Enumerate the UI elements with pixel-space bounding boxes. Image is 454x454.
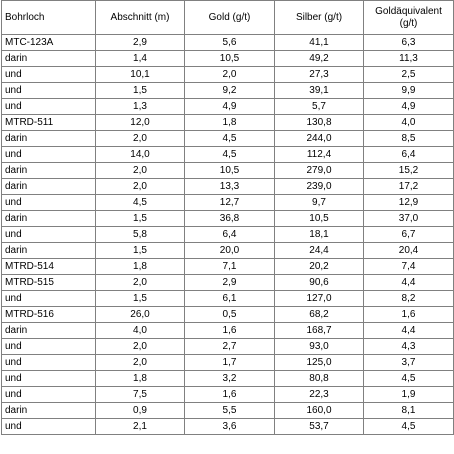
cell-gold-equivalent: 4,5 bbox=[364, 371, 454, 387]
table-row bbox=[2, 83, 454, 99]
cell-gold-equivalent: 8,5 bbox=[364, 131, 454, 147]
cell-gold: 4,5 bbox=[185, 131, 275, 147]
cell-silver: 125,0 bbox=[275, 355, 364, 371]
cell-silver: 244,0 bbox=[275, 131, 364, 147]
cell-drillhole: darin bbox=[2, 243, 96, 259]
table-row bbox=[2, 51, 454, 67]
table-row bbox=[2, 211, 454, 227]
cell-interval: 2,0 bbox=[96, 163, 185, 179]
cell-drillhole: und bbox=[2, 291, 96, 307]
cell-interval: 2,1 bbox=[96, 419, 185, 435]
cell-interval: 0,9 bbox=[96, 403, 185, 419]
cell-gold: 0,5 bbox=[185, 307, 275, 323]
cell-silver: 93,0 bbox=[275, 339, 364, 355]
cell-gold: 6,4 bbox=[185, 227, 275, 243]
cell-interval: 1,5 bbox=[96, 211, 185, 227]
cell-silver: 168,7 bbox=[275, 323, 364, 339]
cell-gold: 10,5 bbox=[185, 163, 275, 179]
table-row bbox=[2, 291, 454, 307]
cell-gold: 36,8 bbox=[185, 211, 275, 227]
table-row bbox=[2, 403, 454, 419]
cell-gold-equivalent: 8,2 bbox=[364, 291, 454, 307]
table-body bbox=[2, 35, 454, 435]
cell-drillhole: und bbox=[2, 83, 96, 99]
table-row bbox=[2, 259, 454, 275]
cell-silver: 22,3 bbox=[275, 387, 364, 403]
cell-silver: 18,1 bbox=[275, 227, 364, 243]
cell-gold: 4,5 bbox=[185, 147, 275, 163]
cell-gold: 13,3 bbox=[185, 179, 275, 195]
table-row bbox=[2, 67, 454, 83]
cell-interval: 2,0 bbox=[96, 275, 185, 291]
table-row bbox=[2, 35, 454, 51]
table-row bbox=[2, 371, 454, 387]
cell-gold-equivalent: 6,4 bbox=[364, 147, 454, 163]
cell-silver: 160,0 bbox=[275, 403, 364, 419]
cell-drillhole: darin bbox=[2, 179, 96, 195]
table-row bbox=[2, 227, 454, 243]
cell-interval: 26,0 bbox=[96, 307, 185, 323]
cell-interval: 1,8 bbox=[96, 259, 185, 275]
cell-interval: 2,0 bbox=[96, 179, 185, 195]
table-row bbox=[2, 131, 454, 147]
cell-interval: 2,0 bbox=[96, 131, 185, 147]
cell-interval: 2,0 bbox=[96, 355, 185, 371]
table-row bbox=[2, 339, 454, 355]
cell-drillhole: darin bbox=[2, 403, 96, 419]
cell-silver: 10,5 bbox=[275, 211, 364, 227]
cell-gold-equivalent: 37,0 bbox=[364, 211, 454, 227]
cell-drillhole: MTRD-511 bbox=[2, 115, 96, 131]
cell-gold-equivalent: 4,4 bbox=[364, 275, 454, 291]
cell-interval: 4,0 bbox=[96, 323, 185, 339]
column-header-gold: Gold (g/t) bbox=[185, 1, 275, 35]
column-header-silver: Silber (g/t) bbox=[275, 1, 364, 35]
cell-interval: 2,0 bbox=[96, 339, 185, 355]
cell-gold: 2,0 bbox=[185, 67, 275, 83]
cell-interval: 1,8 bbox=[96, 371, 185, 387]
cell-gold: 1,6 bbox=[185, 387, 275, 403]
cell-gold: 3,2 bbox=[185, 371, 275, 387]
cell-silver: 27,3 bbox=[275, 67, 364, 83]
cell-gold: 2,9 bbox=[185, 275, 275, 291]
cell-drillhole: und bbox=[2, 419, 96, 435]
cell-drillhole: und bbox=[2, 99, 96, 115]
cell-drillhole: und bbox=[2, 355, 96, 371]
cell-gold: 3,6 bbox=[185, 419, 275, 435]
cell-drillhole: und bbox=[2, 195, 96, 211]
cell-silver: 20,2 bbox=[275, 259, 364, 275]
cell-gold: 12,7 bbox=[185, 195, 275, 211]
cell-gold-equivalent: 17,2 bbox=[364, 179, 454, 195]
cell-gold-equivalent: 3,7 bbox=[364, 355, 454, 371]
cell-gold: 1,8 bbox=[185, 115, 275, 131]
drill-results-table bbox=[1, 0, 454, 435]
cell-silver: 68,2 bbox=[275, 307, 364, 323]
cell-drillhole: darin bbox=[2, 163, 96, 179]
table-row bbox=[2, 243, 454, 259]
cell-gold-equivalent: 4,5 bbox=[364, 419, 454, 435]
cell-gold: 1,6 bbox=[185, 323, 275, 339]
cell-silver: 90,6 bbox=[275, 275, 364, 291]
cell-drillhole: und bbox=[2, 387, 96, 403]
cell-drillhole: darin bbox=[2, 51, 96, 67]
cell-gold-equivalent: 20,4 bbox=[364, 243, 454, 259]
cell-interval: 1,5 bbox=[96, 291, 185, 307]
table-row bbox=[2, 163, 454, 179]
cell-gold-equivalent: 7,4 bbox=[364, 259, 454, 275]
cell-gold-equivalent: 15,2 bbox=[364, 163, 454, 179]
column-header-interval: Abschnitt (m) bbox=[96, 1, 185, 35]
cell-gold-equivalent: 8,1 bbox=[364, 403, 454, 419]
cell-silver: 130,8 bbox=[275, 115, 364, 131]
cell-gold-equivalent: 4,9 bbox=[364, 99, 454, 115]
cell-gold-equivalent: 1,6 bbox=[364, 307, 454, 323]
cell-gold-equivalent: 4,4 bbox=[364, 323, 454, 339]
table-header bbox=[2, 1, 454, 35]
cell-interval: 7,5 bbox=[96, 387, 185, 403]
cell-interval: 10,1 bbox=[96, 67, 185, 83]
cell-interval: 14,0 bbox=[96, 147, 185, 163]
cell-gold: 5,5 bbox=[185, 403, 275, 419]
cell-drillhole: darin bbox=[2, 323, 96, 339]
cell-gold-equivalent: 9,9 bbox=[364, 83, 454, 99]
table-row bbox=[2, 195, 454, 211]
cell-interval: 5,8 bbox=[96, 227, 185, 243]
cell-gold-equivalent: 12,9 bbox=[364, 195, 454, 211]
column-header-drillhole: Bohrloch bbox=[2, 1, 96, 35]
cell-gold-equivalent: 1,9 bbox=[364, 387, 454, 403]
cell-drillhole: und bbox=[2, 67, 96, 83]
cell-gold-equivalent: 4,3 bbox=[364, 339, 454, 355]
cell-gold-equivalent: 6,3 bbox=[364, 35, 454, 51]
table-row bbox=[2, 419, 454, 435]
cell-drillhole: und bbox=[2, 227, 96, 243]
cell-interval: 12,0 bbox=[96, 115, 185, 131]
cell-gold: 6,1 bbox=[185, 291, 275, 307]
cell-drillhole: MTC-123A bbox=[2, 35, 96, 51]
cell-gold: 4,9 bbox=[185, 99, 275, 115]
cell-silver: 53,7 bbox=[275, 419, 364, 435]
cell-silver: 127,0 bbox=[275, 291, 364, 307]
table-row bbox=[2, 387, 454, 403]
table-row bbox=[2, 115, 454, 131]
cell-interval: 1,3 bbox=[96, 99, 185, 115]
table-row bbox=[2, 323, 454, 339]
cell-interval: 1,5 bbox=[96, 83, 185, 99]
cell-gold-equivalent: 11,3 bbox=[364, 51, 454, 67]
cell-drillhole: darin bbox=[2, 131, 96, 147]
cell-gold: 9,2 bbox=[185, 83, 275, 99]
cell-gold: 10,5 bbox=[185, 51, 275, 67]
cell-silver: 5,7 bbox=[275, 99, 364, 115]
table-row bbox=[2, 147, 454, 163]
cell-silver: 279,0 bbox=[275, 163, 364, 179]
cell-silver: 80,8 bbox=[275, 371, 364, 387]
table-row bbox=[2, 99, 454, 115]
cell-drillhole: und bbox=[2, 147, 96, 163]
cell-gold: 20,0 bbox=[185, 243, 275, 259]
cell-silver: 239,0 bbox=[275, 179, 364, 195]
cell-silver: 112,4 bbox=[275, 147, 364, 163]
cell-interval: 1,4 bbox=[96, 51, 185, 67]
cell-drillhole: und bbox=[2, 339, 96, 355]
header-row bbox=[2, 1, 454, 35]
cell-drillhole: und bbox=[2, 371, 96, 387]
cell-silver: 41,1 bbox=[275, 35, 364, 51]
cell-interval: 4,5 bbox=[96, 195, 185, 211]
cell-silver: 49,2 bbox=[275, 51, 364, 67]
cell-gold-equivalent: 6,7 bbox=[364, 227, 454, 243]
cell-interval: 1,5 bbox=[96, 243, 185, 259]
table-row bbox=[2, 355, 454, 371]
column-header-gold-equivalent: Goldäquivalent (g/t) bbox=[364, 1, 454, 35]
cell-gold-equivalent: 4,0 bbox=[364, 115, 454, 131]
table-row bbox=[2, 179, 454, 195]
cell-silver: 39,1 bbox=[275, 83, 364, 99]
cell-gold: 5,6 bbox=[185, 35, 275, 51]
cell-drillhole: MTRD-516 bbox=[2, 307, 96, 323]
table-row bbox=[2, 275, 454, 291]
cell-drillhole: darin bbox=[2, 211, 96, 227]
table-row bbox=[2, 307, 454, 323]
cell-gold: 1,7 bbox=[185, 355, 275, 371]
cell-silver: 24,4 bbox=[275, 243, 364, 259]
cell-gold: 2,7 bbox=[185, 339, 275, 355]
cell-drillhole: MTRD-515 bbox=[2, 275, 96, 291]
cell-gold-equivalent: 2,5 bbox=[364, 67, 454, 83]
cell-interval: 2,9 bbox=[96, 35, 185, 51]
cell-silver: 9,7 bbox=[275, 195, 364, 211]
cell-gold: 7,1 bbox=[185, 259, 275, 275]
cell-drillhole: MTRD-514 bbox=[2, 259, 96, 275]
